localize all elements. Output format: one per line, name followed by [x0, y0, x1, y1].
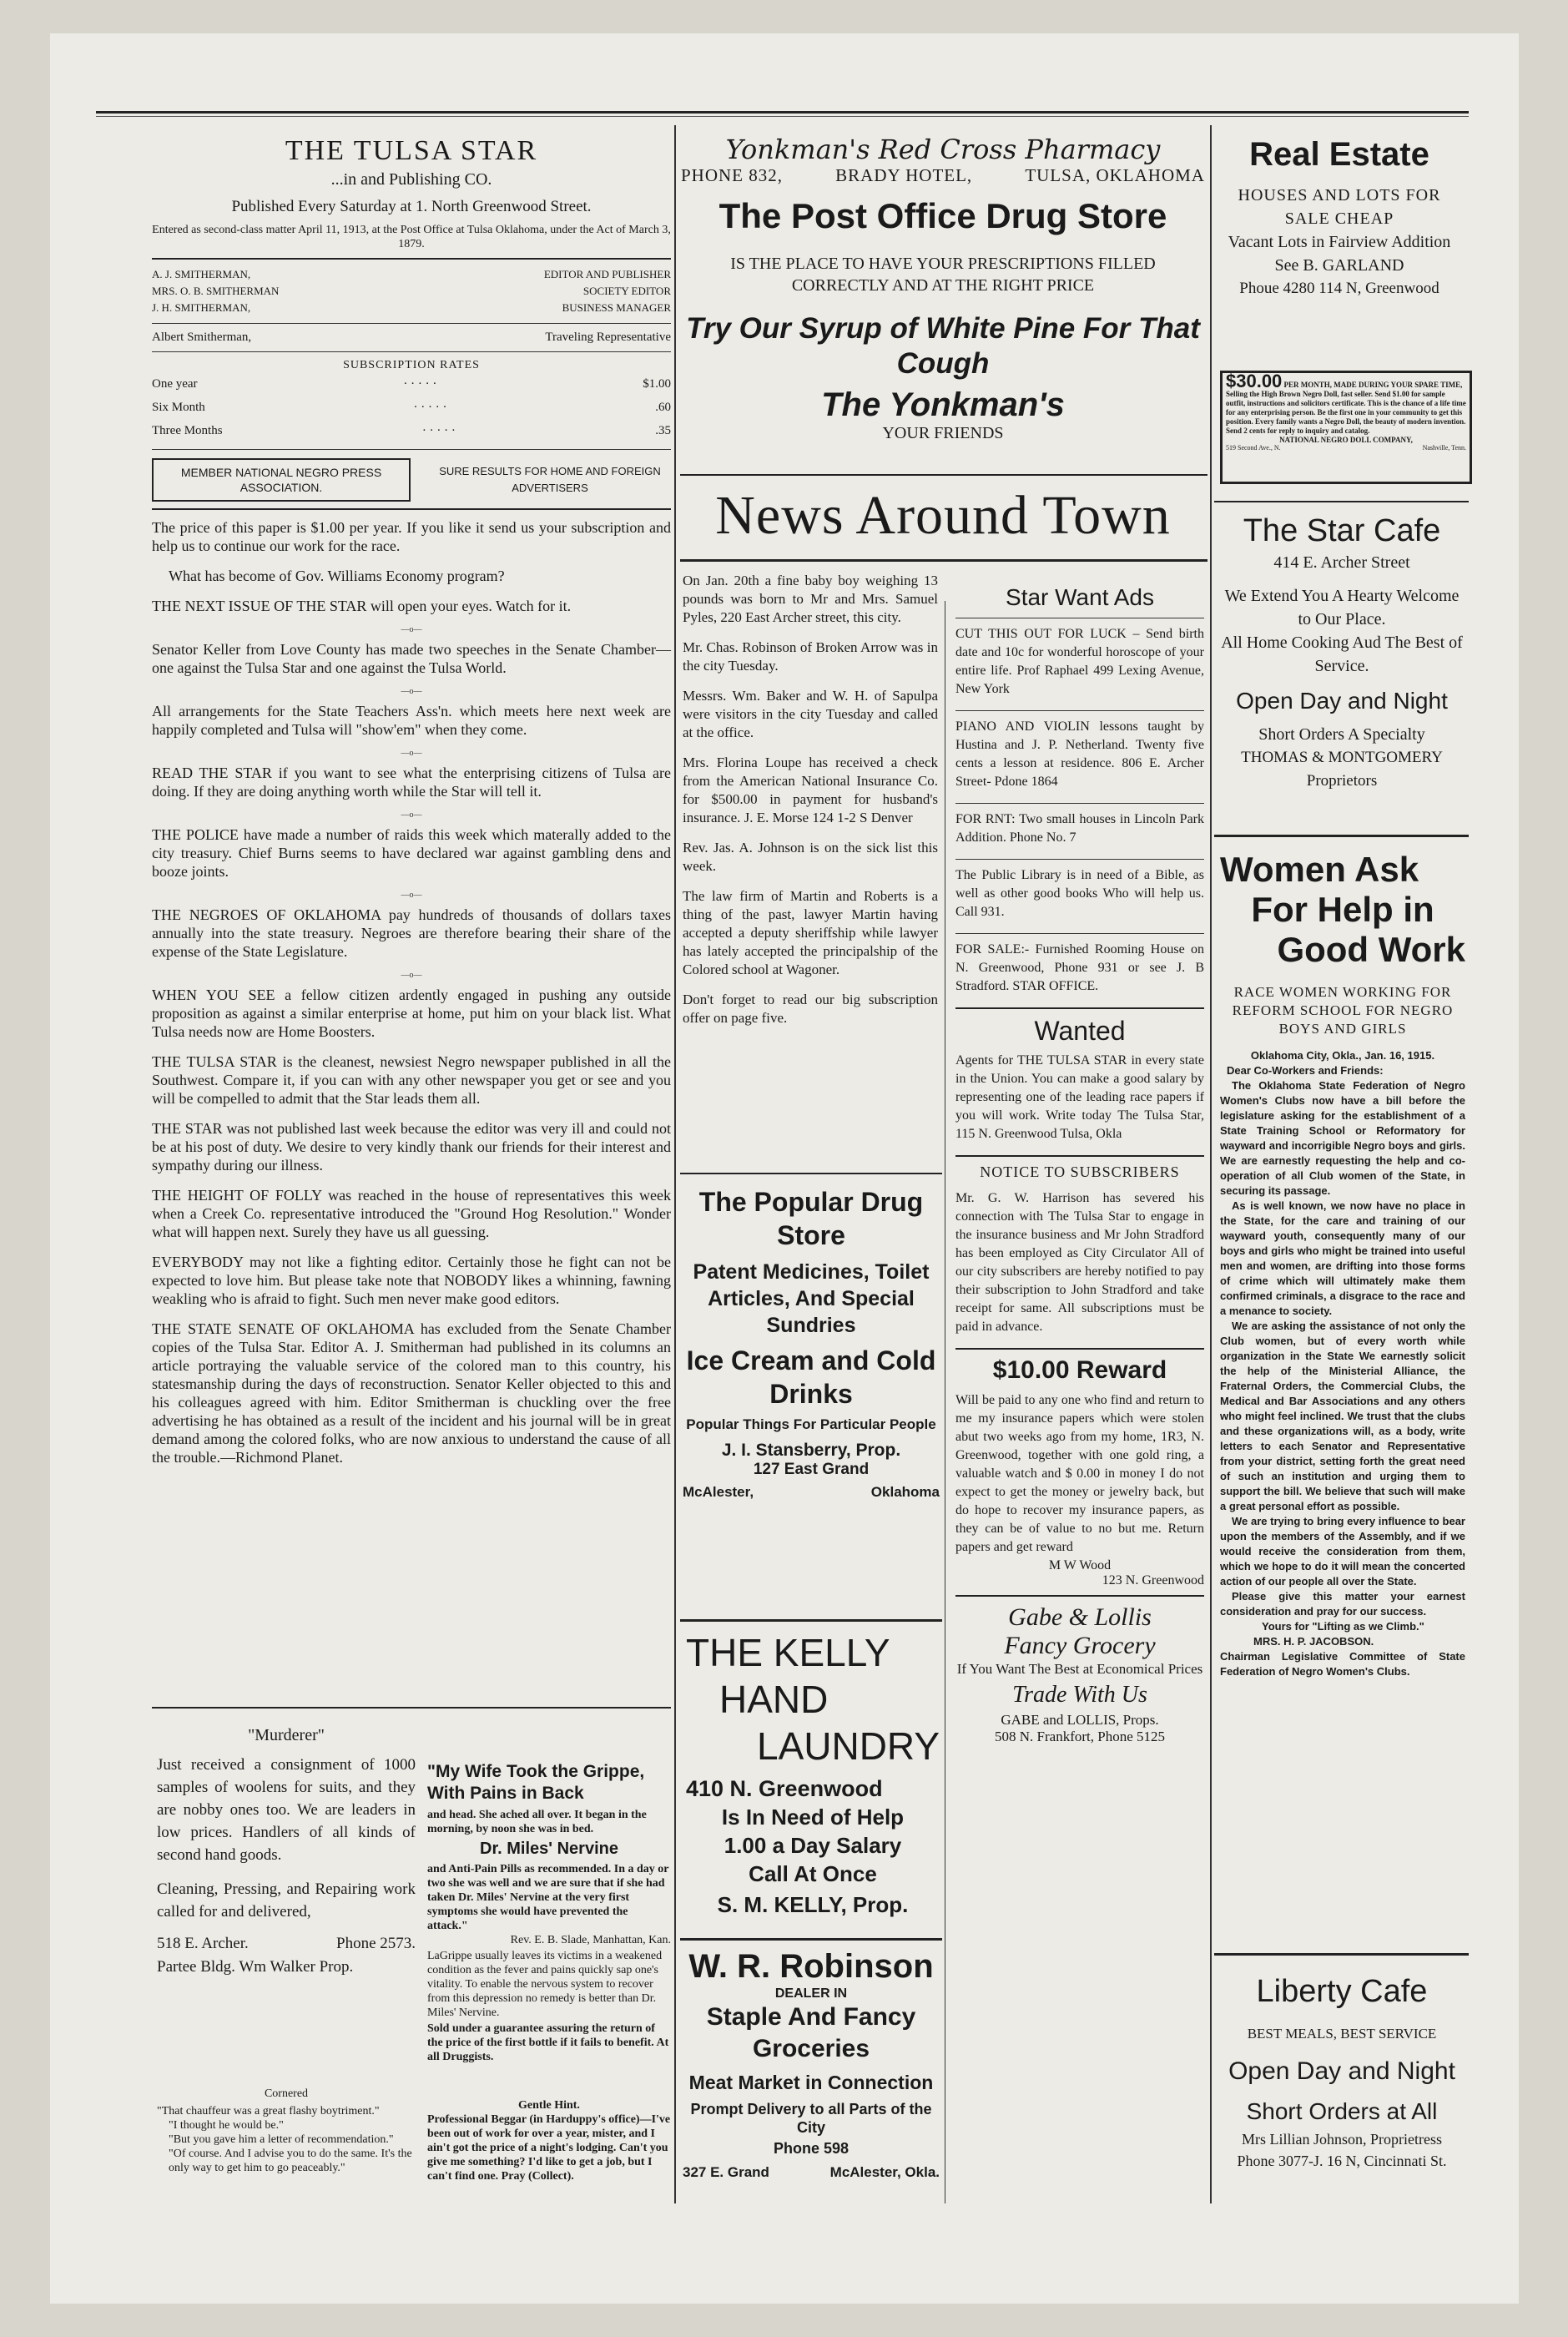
member-box: MEMBER NATIONAL NEGRO PRESS ASSOCIATION.	[152, 458, 411, 502]
yonkman-hotel: BRADY HOTEL,	[835, 165, 973, 185]
drug-line: Patent Medicines, Toilet Articles, And Special Sundries	[693, 1260, 930, 1337]
drug-prop: J. I. Stansberry, Prop.	[721, 1441, 901, 1460]
want-ads	[955, 584, 1204, 1745]
real-estate-line: Vacant Lots in Fairview Addition	[1228, 233, 1451, 251]
staff-role: BUSINESS MANAGER	[562, 301, 671, 314]
kelly-line: THE KELLY	[686, 1631, 890, 1674]
robinson-dealer: DEALER IN	[774, 1986, 848, 2001]
women-title: Women Ask	[1220, 850, 1419, 889]
star-cafe-line: Proprietors	[1306, 772, 1378, 790]
kelly-prop: S. M. KELLY, Prop.	[717, 1892, 909, 1917]
grippe-body: and head. She ached all over. It began in the morning, by noon she was in bed.	[427, 1809, 647, 1835]
robinson-meat: Meat Market in Connection	[688, 2072, 934, 2093]
yonkman-friends: YOUR FRIENDS	[882, 424, 1004, 442]
women-salutation: Dear Co-Workers and Friends:	[1227, 1064, 1384, 1077]
kelly-line: HAND	[719, 1678, 829, 1721]
liberty-top-rule	[1214, 1953, 1469, 1956]
news-item: The law firm of Martin and Roberts is a thing of the past, lawyer Martin having accepted a deputy sheriffship while lawyer has lately accepted the principalship of the Colored school at Wagoner.	[683, 888, 938, 977]
real-estate-line: Phoue 4280 114 N, Greenwood	[1239, 280, 1439, 297]
star-cafe-ad	[1217, 511, 1467, 793]
news-title: News Around Town	[715, 485, 1171, 546]
masthead-publisher: ...in and Publishing CO.	[330, 170, 492, 189]
robinson-address: 327 E. Grand	[683, 2164, 769, 2180]
popular-drug-ad	[683, 1185, 940, 1501]
women-signature: MRS. H. P. JACOBSON.	[1253, 1635, 1374, 1648]
gabe-text: If You Want The Best at Economical Prices	[956, 1661, 1203, 1677]
gentle-hint	[427, 2098, 671, 2183]
star-cafe-line: THOMAS & MONTGOMERY	[1241, 749, 1443, 766]
women-paragraph: As is well known, we now have no place in the State, for the care and training of our wayward youth, consequently many of our boys and girls who might be trained into useful men and women, are drifting into those forms of crime which will ultimately make them confirmed criminals, a disgrace to the race and a menance to society.	[1220, 1199, 1465, 1317]
gabe-trade: Trade With Us	[1012, 1682, 1147, 1708]
gabe-props: GABE and LOLLIS, Props.	[1001, 1712, 1159, 1728]
notice-text: Mr. G. W. Harrison has severed his connection with The Tulsa Star to engage in the insurance business and Mr John Stradford has been employed as City Circulator All of our city subscribers are hereby notified to pay their subscription to John Stradford and take receipt for same. All subscriptions must be paid in advance.	[955, 1191, 1204, 1334]
editorial-item: THE HEIGHT OF FOLLY was reached in the house of representatives this week when a Creek Co. representative introduced the "Ground Hog Resolution." Wonder what will happen next. Surely they have us all guessing.	[152, 1187, 671, 1240]
doll-price: $30.00	[1226, 371, 1283, 391]
star-cafe-address: 414 E. Archer Street	[1273, 553, 1410, 572]
masthead-title: THE TULSA STAR	[285, 135, 538, 166]
kelly-salary: 1.00 a Day Salary	[723, 1833, 902, 1858]
editorial-item: All arrangements for the State Teachers Ass'n. which meets here next week are happily completed and Tulsa will "show'em" when they come.	[152, 703, 671, 738]
yonkman-city: TULSA, OKLAHOMA	[1025, 165, 1205, 185]
robinson-ad	[683, 1946, 940, 2181]
yonkman-ad	[678, 134, 1208, 443]
grippe-body: and Anti-Pain Pills as recommended. In a day or two she was well and we are sure that if she had taken Dr. Miles' Nervine at the very first symptoms she would have prevented the attack."	[427, 1863, 669, 1932]
women-closing: Yours for "Lifting as we Climb."	[1262, 1620, 1424, 1633]
wanted-title: Wanted	[1034, 1016, 1126, 1046]
editorial-item: THE TULSA STAR is the cleanest, newsiest Negro newspaper published in all the Southwest. Compare it, if you can with any other newspaper you get or see and you will be compelled to admit that the Star leads them all.	[152, 1053, 671, 1107]
murderer-body2: Cleaning, Pressing, and Repairing work called for and delivered,	[157, 1880, 416, 1921]
kelly-call: Call At Once	[749, 1861, 877, 1886]
real-estate-ad	[1214, 134, 1465, 300]
star-cafe-line: All Home Cooking Aud The Best of Service.	[1221, 633, 1463, 675]
masthead-entered: Entered as second-class matter April 11, 1913, at the Post Office at Tulsa Oklahoma, under the Act of March 3, 1879.	[152, 224, 671, 250]
doll-city: Nashville, Tenn.	[1422, 444, 1466, 452]
staff-name: MRS. O. B. SMITHERMAN	[152, 285, 280, 297]
editorial-bottom-rule	[152, 1707, 671, 1709]
cornered-line: "Of course. And I advise you to do the same. It's the only way to get him to go peaceably."	[169, 2148, 412, 2174]
women-dateline: Oklahoma City, Okla., Jan. 16, 1915.	[1250, 1049, 1435, 1062]
news-title-rule	[680, 559, 1208, 562]
grippe-body: LaGrippe usually leaves its victims in a weakened condition as the fever and pains quickly sap one's vitality. To enable the nervous system to recover from this depression no remedy is better than Dr. Miles' Nervine.	[427, 1950, 663, 2019]
kelly-need: Is In Need of Help	[721, 1804, 905, 1830]
women-signature-role: Chairman Legislative Committee of State Federation of Negro Women's Clubs.	[1220, 1650, 1465, 1678]
want-ad: FOR RNT: Two small houses in Lincoln Park Addition. Phone No. 7	[955, 812, 1204, 845]
doll-address: 519 Second Ave., N.	[1226, 444, 1281, 452]
robinson-name: W. R. Robinson	[688, 1948, 934, 1985]
women-title: For Help in	[1251, 890, 1434, 929]
editorial-item: READ THE STAR if you want to see what the enterprising citizens of Tulsa are doing. If they are doing anything worth while the Star will tell it.	[152, 765, 671, 800]
staff-name: A. J. SMITHERMAN,	[152, 268, 251, 280]
editorial-item: EVERYBODY may not like a fighting editor. Certainly those he fight can not be expected to love him. But please take note that NOBODY likes a whinning, fawning weakling who is afraid to fight. Such men never make good editors.	[152, 1254, 671, 1307]
robinson-phone: Phone 598	[773, 2140, 850, 2157]
news-item: Rev. Jas. A. Johnson is on the sick list this week.	[683, 840, 938, 874]
news-item: Messrs. Wm. Baker and W. H. of Sapulpa were visitors in the city Tuesday and called at the office.	[683, 688, 938, 740]
real-estate-line: See B. GARLAND	[1274, 256, 1404, 275]
liberty-line: BEST MEALS, BEST SERVICE	[1247, 2026, 1437, 2042]
staff-name: J. H. SMITHERMAN,	[152, 301, 251, 314]
kelly-top-rule	[680, 1619, 942, 1622]
liberty-line: Mrs Lillian Johnson, Proprietress	[1242, 2131, 1442, 2148]
murderer-address: 518 E. Archer.	[157, 1935, 249, 1952]
liberty-title: Liberty Cafe	[1256, 1974, 1428, 2009]
column-rule-1	[674, 125, 676, 2203]
robinson-top-rule	[680, 1938, 942, 1941]
news-item: Don't forget to read our big subscription offer on page five.	[683, 992, 938, 1026]
drug-city: McAlester,	[683, 1484, 754, 1500]
yonkman-syrup: Try Our Syrup of White Pine For That Cough	[686, 312, 1200, 380]
editorial-column	[152, 135, 671, 1478]
want-ad: The Public Library is in need of a Bible, as well as other good books Who will help us. Call 931.	[955, 868, 1204, 919]
star-cafe-title: The Star Cafe	[1243, 513, 1441, 548]
women-paragraph: Please give this matter your earnest consideration and pray for our success.	[1220, 1590, 1465, 1618]
want-ad: FOR SALE:- Furnished Rooming House on N. Greenwood, Phone 931 or see J. B Stradford. STAR OFFICE.	[955, 942, 1204, 993]
grippe-headline: "My Wife Took the Grippe, With Pains in Back	[427, 1762, 645, 1803]
liberty-line: Phone 3077-J. 16 N, Cincinnati St.	[1237, 2153, 1447, 2169]
drug-state: Oklahoma	[870, 1484, 940, 1500]
yonkman-brand: The Yonkman's	[821, 386, 1065, 423]
grippe-guarantee: Sold under a guarantee assuring the return of the price of the first bottle if it fails to benefit. At all Druggists.	[427, 2022, 669, 2063]
gentle-hint-text: Professional Beggar (in Harduppy's office)—I've been out of work for over a year, mister, and I ain't got the price of a night's lodging. Can't you give me something? I'd like to get a job, but I can't find one. Pray (Collect).	[427, 2113, 671, 2183]
yonkman-title: Yonkman's Red Cross Pharmacy	[725, 134, 1161, 165]
liberty-line: Short Orders at All	[1246, 2098, 1438, 2124]
reward-address: 123 N. Greenwood	[1102, 1573, 1204, 1587]
doll-text: PER MONTH, MADE DURING YOUR SPARE TIME, Selling the High Brown Negro Doll, fast seller. Send $1.00 for sample outfit, instructions and solicitors certificate. This is the chance of a life time for any enterprising person. Be the first one in your community to get this position. Every family wants a Negro Doll, the beauty of modern invention. Send 2 cents for reply to inquiry and catalog.	[1226, 381, 1466, 435]
want-ad: PIANO AND VIOLIN lessons taught by Hustina and J. P. Netherland. Twenty five cents a lesson at residence. 806 E. Archer Street- Pdone 1864	[955, 719, 1204, 789]
real-estate-line: HOUSES AND LOTS FOR SALE CHEAP	[1238, 186, 1441, 228]
news-item: Mrs. Florina Loupe has received a check from the American National Insurance Co. for $500.00 in payment for husband's insurance. J. E. Morse 124 1-2 S Denver	[683, 755, 938, 825]
masthead-published: Published Every Saturday at 1. North Greenwood Street.	[231, 198, 592, 215]
murderer-title: "Murderer"	[248, 1726, 325, 1744]
editorial-item: THE NEXT ISSUE OF THE STAR will open your eyes. Watch for it.	[152, 598, 572, 614]
drug-line: Popular Things For Particular People	[686, 1416, 936, 1432]
want-ads-title: Star Want Ads	[1006, 584, 1154, 610]
want-ad: CUT THIS OUT FOR LUCK – Send birth date and 10c for wonderful horoscope of your entire life. Prof Raphael 499 Lexing Avenue, New York	[955, 627, 1204, 696]
doll-ad	[1220, 371, 1472, 484]
murderer-body: Just received a consignment of 1000 samples of woolens for suits, and they are nobby ones too. We are leaders in low prices. Handlers of all kinds of second hand goods.	[157, 1756, 416, 1864]
drug-top-rule	[680, 1173, 942, 1174]
grippe-signature: Rev. E. B. Slade, Manhattan, Kan.	[510, 1934, 671, 1946]
yonkman-bottom-rule	[680, 474, 1208, 476]
grippe-product: Dr. Miles' Nervine	[480, 1840, 618, 1858]
kelly-address: 410 N. Greenwood	[686, 1776, 883, 1801]
news-item: On Jan. 20th a fine baby boy weighing 13 pounds was born to Mr and Mrs. Samuel Pyles, 220 East Archer street, this city.	[683, 573, 938, 625]
yonkman-tagline: IS THE PLACE TO HAVE YOUR PRESCRIPTIONS FILLED CORRECTLY AND AT THE RIGHT PRICE	[730, 255, 1156, 295]
women-top-rule	[1214, 835, 1469, 837]
news-item: Mr. Chas. Robinson of Broken Arrow was in the city Tuesday.	[683, 639, 938, 674]
robinson-delivery: Prompt Delivery to all Parts of the City	[690, 2101, 932, 2136]
gabe-subtitle: Fancy Grocery	[1004, 1632, 1156, 1659]
editorial-items: The price of this paper is $1.00 per year. If you like it send us your subscription and help us to continue our work for the race. What has become of Gov. Williams Economy program? THE NEXT ISSUE OF THE STAR will open your eyes. Watch for it. —o— Senator Keller from Love County has made two speeches in the Senate Chamber—one against the Tulsa Star and one against the Tulsa World. —o— All arrangements for the State Teachers Ass'n. which meets here next week are happily completed and Tulsa will "show'em" when they come. —o— READ THE STAR if you want to see what the enterprising citizens of Tulsa are doing. If they are doing anything worth while the Star will tell it. —o— THE POLICE have made a number of raids this week which materally added to the city treasury. Chief Burns seems to have declared war against gambling dens and booze joints. —o— THE NEGROES OF OKLAHOMA pay hundreds of thousands of dollars taxes annually into the state treasury. Negroes are therefore bearing their share of the expense of the State Legislature. —o— WHEN YOU SEE a fellow citizen ardently engaged in pushing any outside proposition as against a similar enterprise at home, put him on your black list. What Tulsa needs now are Home Boosters. THE TULSA STAR is the cleanest, newsiest Negro newspaper published in all the Southwest. Compare it, if you can with any other newspaper you get or see and you will be compelled to admit that the Star leads them all. THE STAR was not published last week because the editor was very ill and could not be at his post of duty. We desire to very kindly thank our friends for their interest and sympathy during our illness. THE HEIGHT OF FOLLY was reached in the house of representatives this week when a Creek Co. representative introduced the "Ground Hog Resolution." Wonder what will happen next. Surely they have us all guessing. EVERYBODY may not like a fighting editor. Certainly those he fight can not be expected to love him. But please take note that NOBODY likes a whinning, fawning weakling who is afraid to fight. Such men never make good editors. THE STATE SENATE OF OKLAHOMA has excluded from the Senate Chamber copies of the Tulsa Star. Editor A. J. Smitherman had published in its columns an article portraying the valuable service of the colored man to this country, his statesmanship during the days of reconstruction. Senator Keller objected to this and his colleagues agreed with him. Editor Smitherman is chuckling over the free advertising he has obtained as a result of the incident and his journal will be in great demand among the colored folks, who are now anxious to understand the cause of all the trouble.—Richmond Planet.	[152, 519, 671, 1466]
cornered-line: "But you gave him a letter of recommendation."	[169, 2133, 394, 2146]
cornered-title: Cornered	[264, 2087, 309, 2100]
wanted-text: Agents for THE TULSA STAR in every state in the Union. You can make a good salary by representing one of the leading race papers if you will work. Write today The Tulsa Star, 115 N. Greenwood Tulsa, Okla	[955, 1053, 1204, 1141]
staff-role: EDITOR AND PUBLISHER	[543, 268, 671, 280]
subscription-heading: SUBSCRIPTION RATES	[343, 359, 480, 371]
reward-text: Will be paid to any one who find and return to me my insurance papers which were stolen abut two weeks ago from my home, 1R3, N. Greenwood, together with one gold ring, a valuable watch and $ 0.00 in money I do not expect to get the money or jewelry back, but do hope to recover my insurance papers, as they can be of value to no but me. Return papers and get reward	[955, 1393, 1204, 1554]
grippe-ad	[427, 1761, 671, 2064]
cornered-line: "That chauffeur was a great flashy boytriment."	[157, 2105, 380, 2117]
doll-company: NATIONAL NEGRO DOLL COMPANY,	[1279, 436, 1413, 444]
editorial-item: THE STAR was not published last week because the editor was very ill and could not be at his post of duty. We desire to very kindly thank our friends for their interest and sympathy during our illness.	[152, 1120, 671, 1174]
liberty-cafe-ad	[1217, 1971, 1467, 2172]
women-title: Good Work	[1277, 930, 1465, 969]
robinson-goods: Staple And Fancy Groceries	[706, 2003, 916, 2062]
star-cafe-line: Open Day and Night	[1236, 688, 1448, 714]
editorial-item: The price of this paper is $1.00 per year. If you like it send us your subscription and help us to continue our work for the race.	[152, 519, 671, 554]
gabe-title: Gabe & Lollis	[1008, 1603, 1152, 1631]
murderer-phone: Phone 2573.	[336, 1935, 416, 1952]
yonkman-store: The Post Office Drug Store	[718, 196, 1167, 235]
star-cafe-top-rule	[1214, 501, 1469, 502]
women-subhead: RACE WOMEN WORKING FOR REFORM SCHOOL FOR NEGRO BOYS AND GIRLS	[1232, 984, 1454, 1037]
yonkman-phone: PHONE 832,	[681, 165, 784, 185]
star-cafe-line: We Extend You A Hearty Welcome to Our Place.	[1224, 587, 1460, 628]
editorial-item: THE NEGROES OF OKLAHOMA pay hundreds of thousands of dollars taxes annually into the state treasury. Negroes are therefore bearing their share of the expense of the State Legislature.	[152, 906, 671, 960]
editorial-item: THE STATE SENATE OF OKLAHOMA has excluded from the Senate Chamber copies of the Tulsa Star. Editor A. J. Smitherman had published in its columns an article portraying the valuable service of the colored man to this country, his statesmanship during the days of reconstruction. Senator Keller objected to this and his colleagues agreed with him. Editor Smitherman is chuckling over the free advertising he has obtained as a result of the incident and his journal will be in great demand among the colored folks, who are now anxious to understand the cause of all the trouble.—Richmond Planet.	[152, 1320, 671, 1466]
reward-title: $10.00 Reward	[992, 1356, 1167, 1384]
gabe-address: 508 N. Frankfort, Phone 5125	[995, 1729, 1165, 1744]
cornered-item	[157, 2087, 416, 2175]
cornered-line: "I thought he would be."	[169, 2119, 284, 2132]
women-paragraph: The Oklahoma State Federation of Negro Women's Clubs now have a bill before the legislature asking for the establishment of a State Training School or Reformatory for wayward and incorrigible Negro boys and girls. We are earnestly requesting the help and co-operation of all Club women of the State, in securing its passage.	[1220, 1079, 1465, 1197]
notice-title: NOTICE TO SUBSCRIBERS	[980, 1163, 1180, 1180]
kelly-laundry-ad	[686, 1629, 940, 1921]
top-rule	[96, 111, 1469, 114]
staff-list	[152, 266, 671, 316]
women-paragraph: We are trying to bring every influence to bear upon the members of the Assembly, and if we would receive the consideration from them, which we hope to do it will mean the concerted action of our people all over the State.	[1220, 1515, 1465, 1587]
staff-role: SOCIETY EDITOR	[582, 285, 671, 297]
real-estate-title: Real Estate	[1249, 136, 1429, 173]
top-rule-thin	[96, 116, 1469, 117]
editorial-item: WHEN YOU SEE a fellow citizen ardently engaged in pushing any outside proposition as against a similar enterprise at home, put him on your black list. What Tulsa needs now are Home Boosters.	[152, 987, 671, 1040]
kelly-line: LAUNDRY	[757, 1724, 940, 1768]
traveling-rep: Albert Smitherman, Traveling Representative	[152, 331, 671, 344]
star-cafe-line: Short Orders A Specialty	[1258, 725, 1425, 744]
murderer-ad	[157, 1726, 416, 1976]
editorial-item: What has become of Gov. Williams Economy program?	[169, 568, 505, 584]
women-ask-article	[1220, 850, 1465, 1679]
liberty-line: Open Day and Night	[1228, 2057, 1455, 2085]
editorial-item: THE POLICE have made a number of raids this week which materally added to the city treasury. Chief Burns seems to have declared war against gambling dens and booze joints.	[152, 826, 671, 880]
murderer-owner: Partee Bldg. Wm Walker Prop.	[157, 1958, 354, 1976]
robinson-city: McAlester, Okla.	[829, 2164, 940, 2180]
results-note: SURE RESULTS FOR HOME AND FOREIGN ADVERTISERS	[439, 465, 661, 494]
drug-address: 127 East Grand	[753, 1461, 870, 1478]
column-rule-2	[1210, 125, 1212, 2203]
women-paragraph: We are asking the assistance of not only the Club women, but of every worth while organization in the State We earnestly solicit the help of the Ministerial Alliance, the Fraternal Orders, the Commercial Clubs, the Medical and Bar Associations and any others who might feel inclined. We trust that the clubs and these organizations will, as a body, write letters to each Senator and Representative from your district, setting forth the great need of such an institution and urging them to support the bill. We believe that such will make a great personal effort as possible.	[1220, 1320, 1465, 1512]
gentle-hint-title: Gentle Hint.	[518, 2099, 580, 2112]
editorial-item: Senator Keller from Love County has made two speeches in the Senate Chamber—one against the Tulsa Star and one against the Tulsa World.	[152, 641, 671, 676]
rates-list: One year · · · · · $1.00 Six Month · · · · · .60 Three Months · · · · · .35	[152, 377, 671, 437]
drug-title: The Popular Drug Store	[698, 1187, 924, 1250]
drug-line: Ice Cream and Cold Drinks	[686, 1345, 936, 1409]
reward-signature: M W Wood	[1048, 1558, 1112, 1572]
news-column	[683, 572, 938, 1039]
